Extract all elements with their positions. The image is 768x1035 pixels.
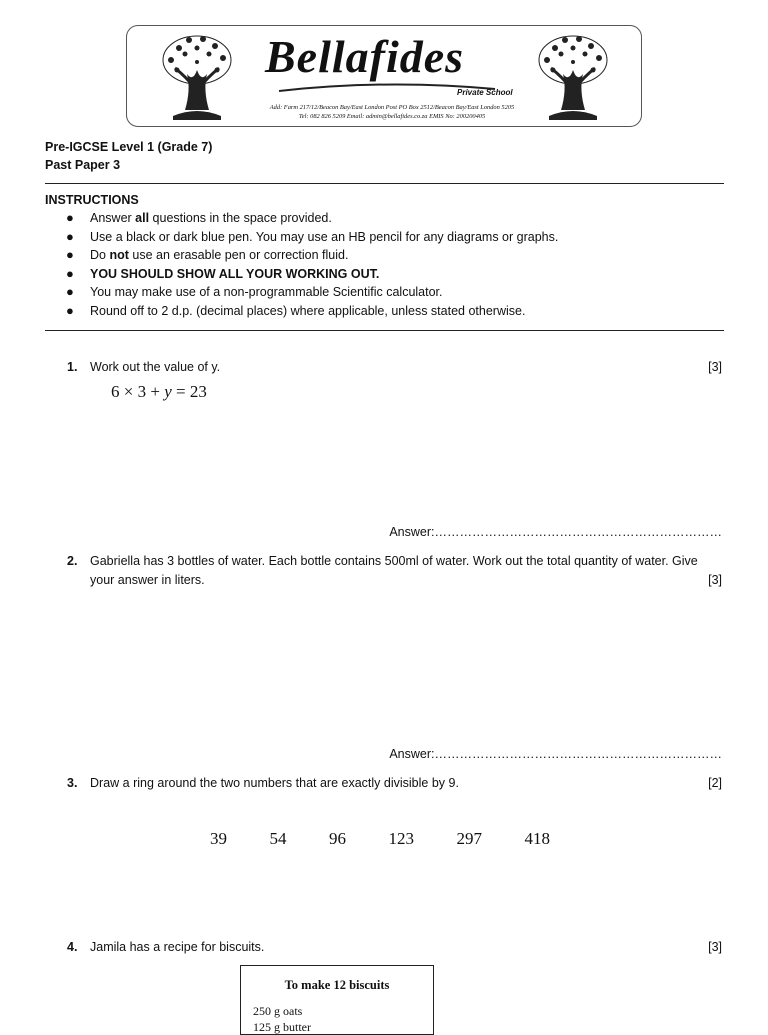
school-address: Add: Farm 217/12/Beacon Bay/East London Post PO Box 2512/Beacon Bay/East London 5205 [269,104,515,111]
question-3-text: Draw a ring around the two numbers that are exactly divisible by 9. [90,776,459,790]
school-subtitle: Private School [457,88,513,97]
tree-logo-icon [157,30,237,122]
school-brand-name: Bellafides [265,31,465,82]
school-letterhead [126,25,642,127]
instruction-item: ● Use a black or dark blue pen. You may use an HB pencil for any diagrams or graphs. [66,228,559,244]
instruction-item: ● Round off to 2 d.p. (decimal places) where applicable, unless stated otherwise. [66,302,526,318]
question-1-answer-line[interactable]: Answer:…………………………………………………………… [389,525,722,539]
recipe-title: To make 12 biscuits [284,978,390,992]
instruction-item: ● You may make use of a non-programmable Scientific calculator. [66,284,443,299]
instruction-item: ● Answer all questions in the space provided. [66,210,332,225]
question-2-answer-line[interactable]: Answer:…………………………………………………………… [389,747,722,761]
bullet-icon: ● [66,302,74,318]
paper-title: Past Paper 3 [45,158,121,172]
question-2-text-line1: Gabriella has 3 bottles of water. Each bottle contains 500ml of water. Work out the total quantity of water. Give [90,554,698,568]
question-3-number: 3. [67,776,78,790]
instructions-list [66,209,558,320]
number-option[interactable]: 418 [524,829,550,848]
bullet-icon: ● [66,228,74,244]
bullet-icon: ● [66,210,74,225]
recipe-box [240,965,434,1035]
question-1-equation: 6 × 3 + y = 23 [111,382,207,401]
bullet-icon: ● [66,265,74,281]
question-3-number-options [200,829,560,849]
number-option[interactable]: 96 [329,829,346,848]
paper-level: Pre-IGCSE Level 1 (Grade 7) [45,140,213,154]
number-option[interactable]: 39 [210,829,227,848]
instruction-item: ● Do not use an erasable pen or correction fluid. [66,247,349,262]
question-1-number: 1. [67,360,78,374]
divider [45,330,724,331]
tree-logo-icon [533,30,613,122]
bullet-icon: ● [66,247,74,262]
bullet-icon: ● [66,284,74,299]
instruction-item: ● YOU SHOULD SHOW ALL YOUR WORKING OUT. [66,265,380,281]
question-3-marks: [2] [708,776,722,790]
recipe-item: 125 g butter [253,1020,311,1034]
question-4-text: Jamila has a recipe for biscuits. [90,940,265,954]
question-1-text: Work out the value of y. [90,360,221,374]
question-2-text-line2: your answer in liters. [90,573,205,587]
question-4-marks: [3] [708,940,722,954]
question-4-number: 4. [67,940,78,954]
question-1-marks: [3] [708,360,722,374]
school-contact: Tel: 082 826 5209 Email: admin@bellafides.co.za EMIS No: 200200405 [298,113,486,120]
recipe-item: 250 g oats [253,1004,303,1018]
question-2-marks: [3] [708,573,722,587]
question-2-number: 2. [67,554,78,568]
number-option[interactable]: 123 [388,829,414,848]
instructions-heading: INSTRUCTIONS [45,193,139,207]
divider [45,183,724,184]
number-option[interactable]: 297 [456,829,482,848]
number-option[interactable]: 54 [269,829,287,848]
